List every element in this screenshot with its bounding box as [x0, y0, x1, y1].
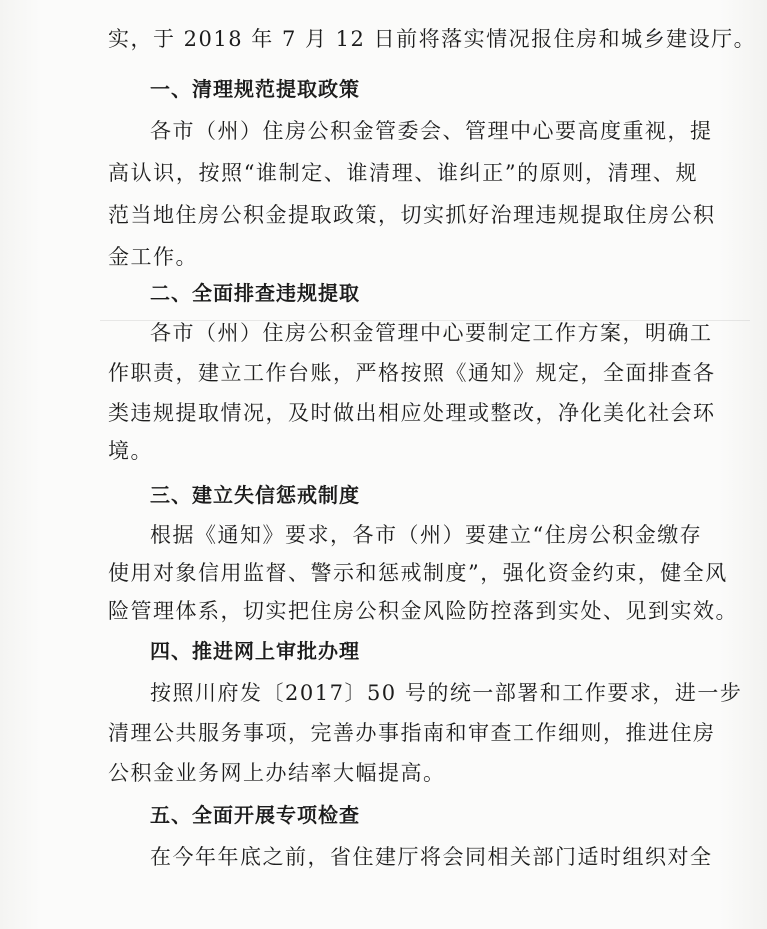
section-heading-2: 二、全面排查违规提取 [150, 281, 360, 305]
paragraph-line: 金工作。 [108, 245, 198, 269]
section-heading-4: 四、推进网上审批办理 [150, 639, 360, 663]
paragraph-line: 清理公共服务事项，完善办事指南和审查工作细则，推进住房 [108, 721, 716, 745]
paragraph-line: 类违规提取情况，及时做出相应处理或整改，净化美化社会环 [108, 401, 716, 425]
paragraph-line: 范当地住房公积金提取政策，切实抓好治理违规提取住房公积 [108, 203, 716, 227]
paragraph-line: 作职责，建立工作台账，严格按照《通知》规定，全面排查各 [108, 361, 716, 385]
opening-line: 实，于 2018 年 7 月 12 日前将落实情况报住房和城乡建设厅。 [108, 27, 757, 51]
section-heading-3: 三、建立失信惩戒制度 [150, 483, 360, 507]
paragraph-line: 在今年年底之前，省住建厅将会同相关部门适时组织对全 [150, 845, 713, 869]
paragraph-line: 按照川府发〔2017〕50 号的统一部署和工作要求，进一步 [150, 681, 743, 705]
paragraph-line: 各市（州）住房公积金管委会、管理中心要高度重视，提 [150, 119, 713, 143]
paragraph-line: 险管理体系，切实把住房公积金风险防控落到实处、见到实效。 [108, 599, 738, 623]
paragraph-line: 公积金业务网上办结率大幅提高。 [108, 761, 446, 785]
paragraph-line: 高认识，按照“谁制定、谁清理、谁纠正”的原则，清理、规 [108, 161, 698, 185]
section-heading-5: 五、全面开展专项检查 [150, 803, 360, 827]
paragraph-line: 各市（州）住房公积金管理中心要制定工作方案，明确工 [150, 321, 713, 345]
section-heading-1: 一、清理规范提取政策 [150, 77, 360, 101]
paragraph-line: 根据《通知》要求，各市（州）要建立“住房公积金缴存 [150, 523, 703, 547]
paragraph-line: 使用对象信用监督、警示和惩戒制度”，强化资金约束，健全风 [108, 561, 728, 585]
paragraph-line: 境。 [108, 439, 153, 463]
